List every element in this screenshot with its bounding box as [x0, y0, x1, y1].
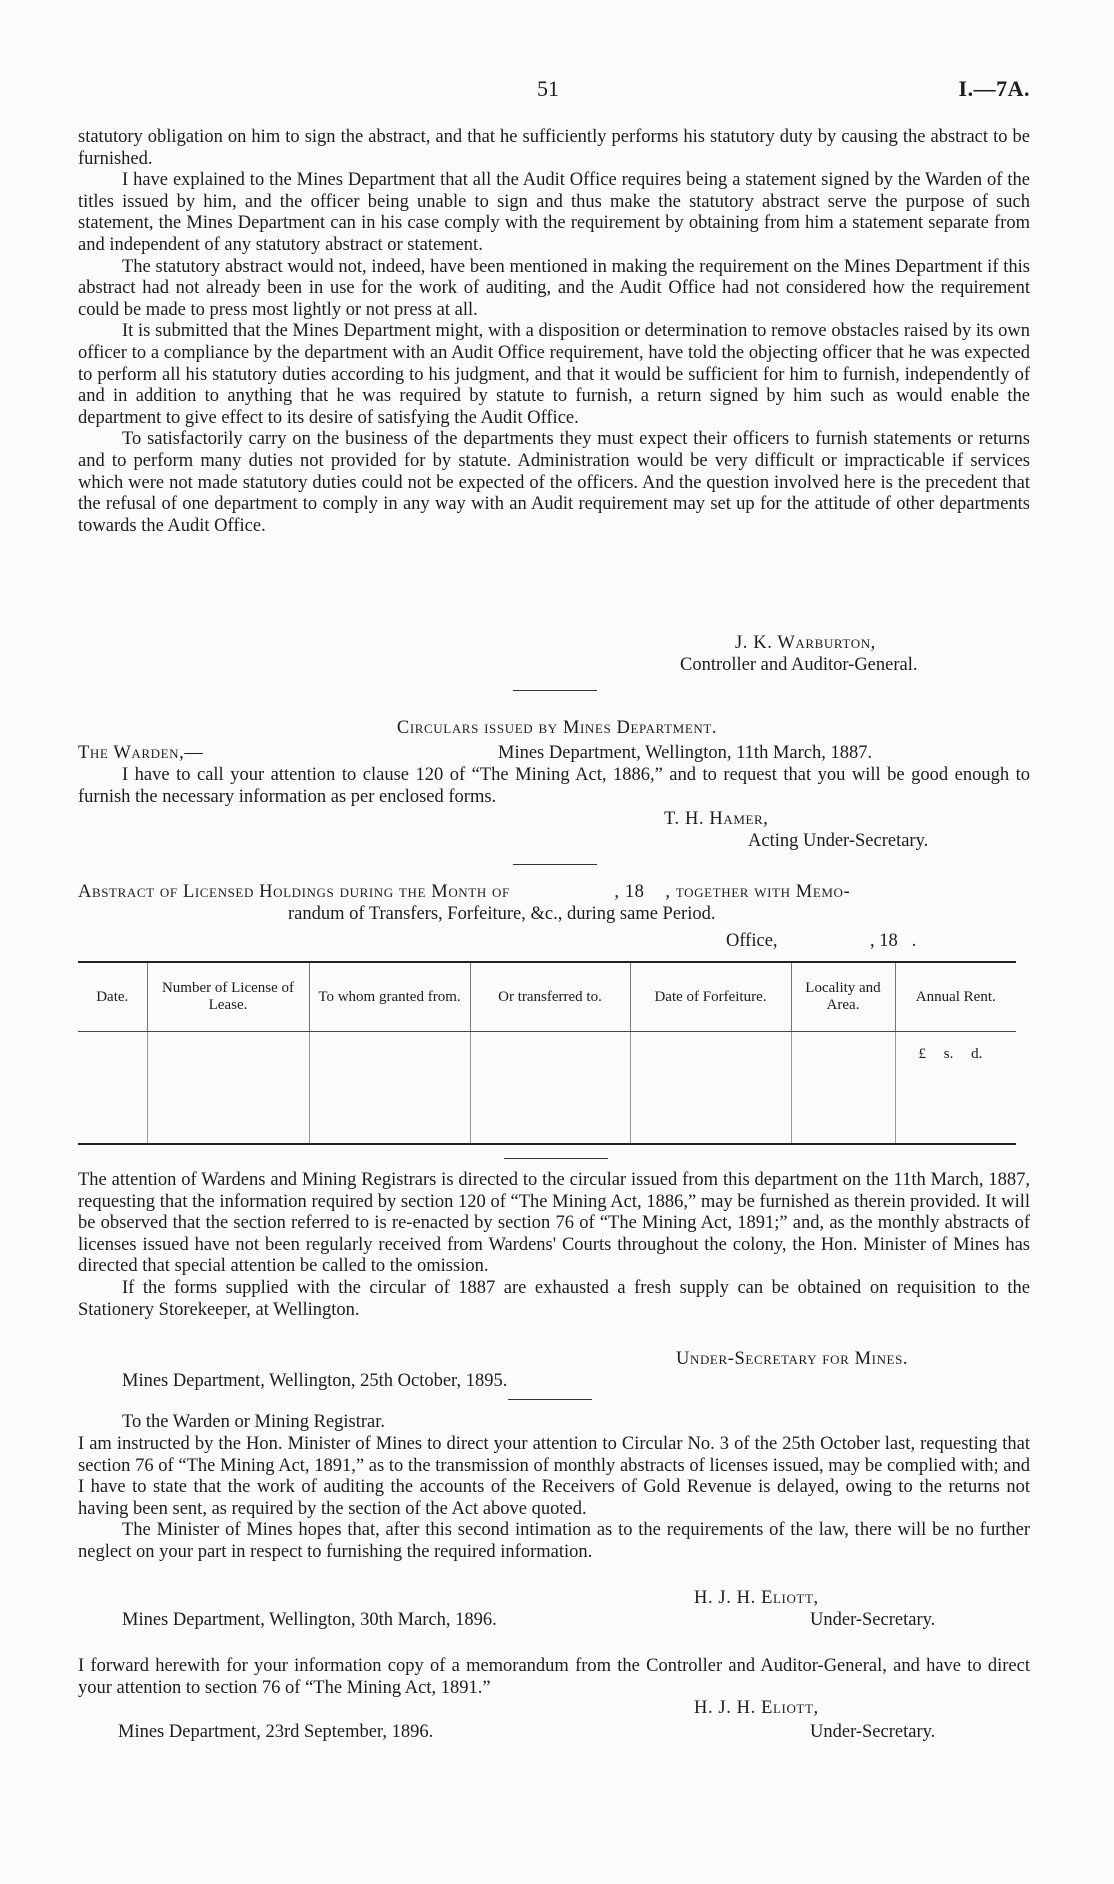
- form-cell: [791, 1031, 895, 1145]
- circular1-place-date: Mines Department, Wellington, 11th March, 1887.: [498, 743, 873, 763]
- form-header-row: [78, 963, 1016, 1031]
- circular1-addressee: The Warden,—: [78, 743, 204, 763]
- document-code: I.—7A.: [958, 76, 1030, 101]
- circulars-heading: Circulars issued by Mines Department.: [396, 718, 718, 738]
- circular1-signatory: T. H. Hamer,: [664, 809, 769, 829]
- form-cell: [630, 1031, 791, 1145]
- letter-signatory-title: Controller and Auditor-General.: [680, 655, 918, 675]
- circular4-place-date: Mines Department, 23rd September, 1896.: [118, 1722, 434, 1742]
- col-license-number: Number of License of Lease.: [147, 963, 309, 1031]
- form-cell: [147, 1031, 309, 1145]
- circular3-signatory-title: Under-Secretary.: [810, 1610, 936, 1630]
- circular3-body: I am instructed by the Hon. Minister of Mines to direct your attention to Circular No. 3 of the 25th October last, requesting that section 76 of “The Mining Act, 1891,” as to the transmission of monthly abstracts of licenses issued, may be complied with; and I have to state that the work of auditing the accounts of the Receivers of Gold Revenue is delayed, owing to the returns not having been sent, as required by the section of the Act above quoted.: [78, 1434, 1030, 1519]
- form-bottom-rule: [78, 1143, 1016, 1145]
- circular3-body: The Minister of Mines hopes that, after this second intimation as to the requirements of the law, there will be no further neglect on your part in respect to furnishing the required information.: [78, 1520, 1030, 1562]
- circular4-signatory-title: Under-Secretary.: [810, 1722, 936, 1742]
- letter-paragraph: To satisfactorily carry on the business of the departments they must expect their officers to furnish statements or returns and to perform many duties not provided for by statute. Administration would be very difficult or impracticable if services which were not made statutory duties could not be expected of the officers. And the question involved here is the precedent that the refusal of one department to comply in any way with an Audit requirement may set up for the attitude of other departments towards the Audit Office.: [78, 429, 1030, 536]
- circular3-addressee: To the Warden or Mining Registrar.: [122, 1412, 386, 1432]
- col-granted-from: To whom granted from.: [309, 963, 470, 1031]
- form-cell: [470, 1031, 630, 1145]
- form-cell: [895, 1031, 1016, 1145]
- form-blank-row: [78, 1031, 1016, 1145]
- circular3: [78, 1434, 1030, 1564]
- form-header-rule: [78, 1031, 1016, 1032]
- letter-paragraph: statutory obligation on him to sign the abstract, and that he sufficiently performs his statutory duty by causing the abstract to be furnished.: [78, 127, 1030, 169]
- circular3-signatory: H. J. H. Eliott,: [694, 1588, 819, 1608]
- col-annual-rent: Annual Rent.: [915, 988, 996, 1005]
- abstract-title-line2: randum of Transfers, Forfeiture, &c., during same Period.: [288, 904, 716, 924]
- col-locality-area: Locality and Area.: [791, 963, 895, 1031]
- circular2-signatory: Under-Secretary for Mines.: [676, 1349, 909, 1369]
- section-divider: [513, 690, 597, 691]
- letter-paragraph: The statutory abstract would not, indeed, have been mentioned in making the requirement on the Mines Department if this abstract had not already been in use for the work of auditing, and the Audit Office had not considered how the requirement could be made to press most lightly or not press at all.: [78, 256, 1030, 320]
- circular4-body: I forward herewith for your information copy of a memorandum from the Controller and Auditor-General, and have to direct your attention to section 76 of “The Mining Act, 1891.”: [78, 1656, 1030, 1698]
- abstract-form-table: [78, 963, 1016, 1145]
- circular1-signatory-title: Acting Under-Secretary.: [748, 831, 929, 851]
- section-divider: [513, 864, 597, 865]
- circular2-body: If the forms supplied with the circular of 1887 are exhausted a fresh supply can be obtained on requisition to the Stationery Storekeeper, at Wellington.: [78, 1277, 1030, 1320]
- letter-paragraph: It is submitted that the Mines Department might, with a disposition or determination to remove obstacles raised by its own officer to a compliance by the department with an Audit Office requirement, have told the objecting officer that he was expected to perform all his statutory duties according to his judgment, and that it would be sufficient for him to furnish, independently of and in addition to anything that he was required by statute to furnish, a return signed by him such as would enable the department to give effect to its desire of satisfying the Audit Office.: [78, 321, 1030, 428]
- letter-paragraph: I have explained to the Mines Department that all the Audit Office requires being a statement signed by the Warden of the titles issued by him, and the officer being unable to sign and thus make the statutory abstract serve the purpose of such statement, the Mines Department can in his case comply with the requirement by obtaining from him a statement separate from and independent of any statutory abstract or statement.: [78, 170, 1030, 255]
- section-divider: [508, 1399, 592, 1400]
- rent-units: £ s. d.: [918, 1046, 983, 1062]
- col-forfeiture-date: Date of Forfeiture.: [630, 963, 791, 1031]
- col-transferred-to: Or transferred to.: [470, 963, 630, 1031]
- abstract-title-line1: Abstract of Licensed Holdings during the Month of , 18 , together with Memo-: [78, 882, 851, 902]
- form-cell: [78, 1031, 147, 1145]
- circular2-body: The attention of Wardens and Mining Registrars is directed to the circular issued from this department on the 11th March, 1887, requesting that the information required by section 120 of “The Mining Act, 1886,” may be furnished as therein provided. It will be observed that the section referred to is re-enacted by section 76 of “The Mining Act, 1891;” and, as the monthly abstracts of licenses issued have not been regularly received from Wardens' Courts throughout the colony, the Hon. Minister of Mines has directed that special attention be called to the omission.: [78, 1170, 1030, 1277]
- page-number: 51: [537, 76, 559, 101]
- circular3-place-date: Mines Department, Wellington, 30th March, 1896.: [122, 1610, 497, 1630]
- section-divider: [504, 1158, 608, 1159]
- circular2: [78, 1170, 1030, 1321]
- col-date: Date.: [78, 963, 147, 1031]
- circular4-signatory: H. J. H. Eliott,: [694, 1698, 819, 1718]
- circular2-place-date: Mines Department, Wellington, 25th October, 1895.: [122, 1371, 508, 1391]
- abstract-office-line: Office, , 18 .: [726, 931, 917, 951]
- letter-body: [78, 127, 1030, 537]
- letter-signatory: J. K. Warburton,: [735, 633, 876, 653]
- circular1-body: I have to call your attention to clause 120 of “The Mining Act, 1886,” and to request that you will be good enough to furnish the necessary information as per enclosed forms.: [78, 765, 1030, 807]
- form-cell: [309, 1031, 470, 1145]
